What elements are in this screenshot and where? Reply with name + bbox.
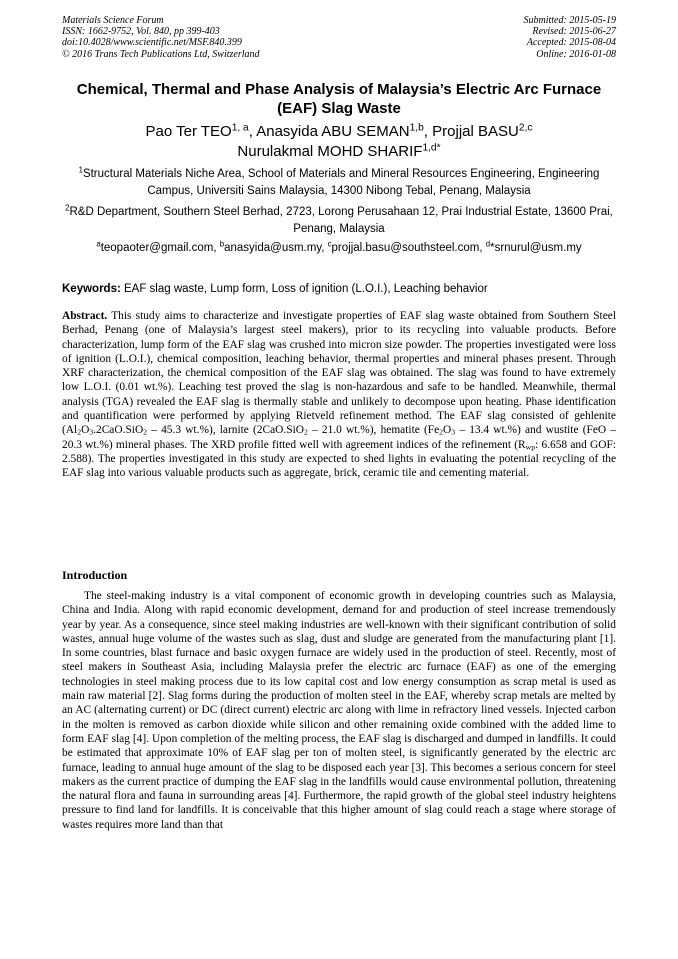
email-address: anasyida@usm.my, [224, 242, 328, 254]
affiliation-number: 2 [65, 203, 70, 213]
subscript: 2 [439, 427, 444, 437]
subscript: 2 [303, 427, 308, 437]
revised-date: Revised: 2015-06-27 [532, 26, 616, 38]
subscript: 2 [143, 427, 148, 437]
online-date: Online: 2016-01-08 [536, 48, 616, 60]
introduction-heading: Introduction [62, 568, 128, 582]
author-emails [62, 241, 616, 255]
author-separator: , [248, 123, 257, 140]
email-mark: a [96, 239, 101, 249]
issn-line: ISSN: 1662-9752, Vol. 840, pp 399-403 [62, 26, 220, 38]
journal-header-right [524, 15, 617, 60]
author-affiliation-mark: 1,b [409, 122, 424, 134]
abstract-text: O [81, 424, 90, 437]
abstract-label: Abstract. [62, 310, 108, 322]
abstract-text: : 6.658 and GOF: 2.588). The properties investigated in this study are expected to shed lights in evaluating the potential recycling of the EAF slag into various valuable products such as aggregate, brick, ceramic tile and cementing material. [62, 438, 616, 480]
introduction-paragraph: The steel-making industry is a vital component of economic growth in developing countries such as Malaysia, China and India. Along with rapid economic development, demand for and production of steel increase tremendously year by year. As a consequence, since steel making industries are well-known with their significant contribution of solid wastes, annual huge volume of the wastes such as slag, dust and sludge are generated from the manufacturing plant [1]. In some countries, blast furnace and basic oxygen furnace are widely used in the production of steel. Recently, most of steel makers in Southeast Asia, including Malaysia prefer the electric arc furnace (EAF) as one of the emerging technologies in steel making process due to its low capital cost and low energy consumption as scrap metal is used as main raw material [2]. Slag forms during the production of molten steel in the EAF, whereby scrap metals are melted by an AC (alternating current) or DC (direct current) electric arc along with lime in refractory lined vessels. Injected carbon in the molten is removed as carbon dioxide while silicon and other remaining oxide combined with the added lime to form EAF slag [4]. Upon completion of the melting process, the EAF slag is discharged and dumped in landfills. It could be estimated that approximate 10% of EAF slag per ton of molten steel, is significantly generated by the electric arc furnace, leading to annual huge amount of the slag to be disposed each year [3]. This becomes a serious concern for steel makers as the current practice of dumping the EAF slag in the landfills would cause environmental pollution, threatening the natural flora and fauna in surrounding areas [4]. Furthermore, the rapid growth of the global steel industry heightens pressure to find land for landfills. It is conceivable that this higher amount of slag could reach a stage where storage of wastes requires more land than that [62, 590, 616, 831]
subscript: 2 [77, 427, 82, 437]
journal-name: Materials Science Forum [62, 15, 164, 26]
abstract-text: – 13.4 wt.%) and wustite (FeO – 20.3 wt.%) mineral phases. The XRD profile fitted well with agreement indices of the refinement (R [62, 424, 616, 451]
subscript: wp [525, 442, 536, 452]
paper-title: Chemical, Thermal and Phase Analysis of Malaysia’s Electric Arc Furnace (EAF) Slag Waste [76, 81, 602, 117]
keywords-text: EAF slag waste, Lump form, Loss of ignition (L.O.I.), Leaching behavior [120, 283, 488, 295]
doi-line: doi:10.4028/www.scientific.net/MSF.840.399 [62, 37, 242, 49]
author-name: Anasyida ABU SEMAN [256, 123, 410, 140]
abstract-text: – 45.3 wt.%), larnite (2CaO.SiO [147, 424, 304, 437]
abstract-text: This study aims to characterize and investigate properties of EAF slag waste obtained from Southern Steel Berhad, Penang (one of Malaysia’s largest steel makers), prior to its recycling into valuable products. Before characterization, lump form of the EAF slag was crushed into micron size powder. The properties investigated were loss of ignition (L.O.I.), chemical composition, leaching behavior, thermal properties and mineral phases present. Through XRF characterization, the chemical composition of the EAF slag was obtained. The slag was found to have extremely low L.O.I. (0.01 wt.%). Leaching test proved the slag is non-hazardous and safe to be handled. Meanwhile, thermal analysis (TGA) revealed the EAF slag is thermally stable and unlikely to decompose upon heating. Phase identification and quantification were performed by applying Rietveld refinement method. The EAF slag consisted of gehlenite (Al [62, 310, 616, 437]
author-name: Nurulakmal MOHD SHARIF [237, 143, 423, 160]
author-list [62, 122, 616, 162]
journal-header-left [62, 15, 260, 60]
accepted-date: Accepted: 2015-08-04 [526, 37, 616, 49]
email-mark: b [219, 239, 225, 249]
email-mark: d [485, 239, 491, 249]
subscript: 3 [89, 427, 94, 437]
affiliation-2 [62, 204, 616, 237]
abstract-text: .2CaO.SiO [93, 424, 144, 437]
submitted-date: Submitted: 2015-05-19 [523, 15, 616, 26]
abstract-text: – 21.0 wt.%), hematite (Fe [307, 424, 440, 437]
keywords-label: Keywords: [62, 283, 121, 295]
email-address: *srnurul@usm.my [490, 242, 582, 254]
affiliation-text: R&D Department, Southern Steel Berhad, 2723, Lorong Perusahaan 12, Prai Industrial Estate, 13600 Prai, Penang, Malaysia [69, 206, 613, 235]
email-mark: c [327, 239, 332, 249]
abstract-paragraph [62, 309, 616, 481]
email-address: teopaoter@gmail.com, [100, 242, 220, 254]
author-name: Pao Ter TEO [145, 123, 232, 140]
abstract-text: O [443, 424, 452, 437]
email-address: projjal.basu@southsteel.com, [331, 242, 486, 254]
keywords-line [62, 282, 616, 296]
author-separator: , [423, 123, 433, 140]
author-affiliation-mark: 2,c [518, 122, 533, 134]
author-affiliation-mark: 1, a [231, 122, 249, 134]
subscript: 3 [451, 427, 456, 437]
affiliation-text: Structural Materials Niche Area, School of Materials and Mineral Resources Engineering, Engineering Campus, Universiti Sains Malaysia, 14300 Nibong Tebal, Penang, Malaysia [82, 168, 600, 197]
author-name: Projjal BASU [432, 123, 519, 140]
affiliation-number: 1 [78, 165, 83, 175]
affiliation-1 [62, 166, 616, 199]
copyright-line: © 2016 Trans Tech Publications Ltd, Switzerland [62, 48, 260, 60]
author-affiliation-mark: 1,d* [422, 142, 441, 154]
